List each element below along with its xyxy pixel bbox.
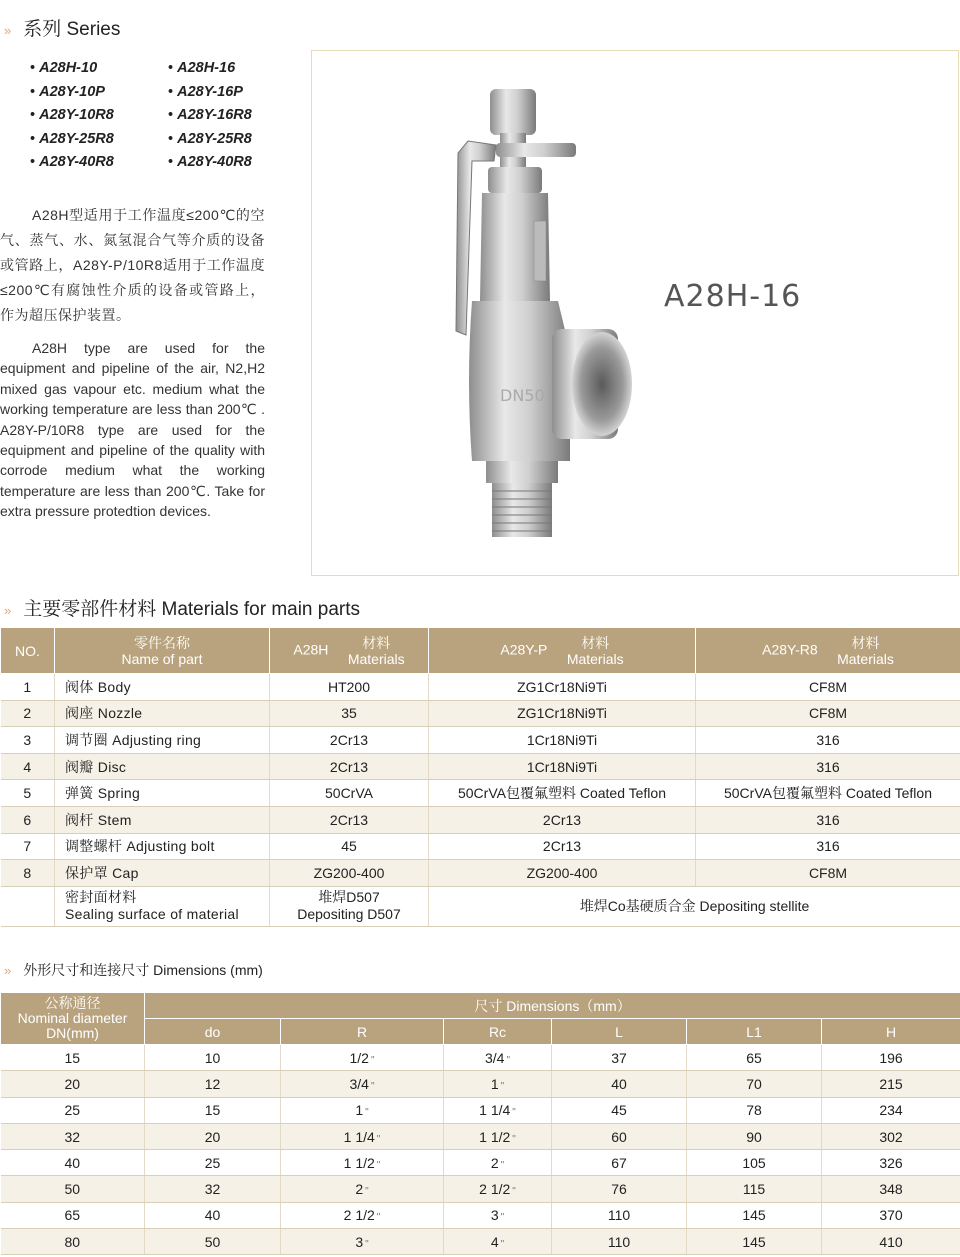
series-title: 系列 Series: [23, 19, 121, 40]
table-row: 5 弹簧 Spring 50CrVA 50CrVA包覆氟塑料 Coated Teflon 50CrVA包覆氟塑料 Coated Teflon: [1, 780, 960, 807]
dimensions-title: 外形尺寸和连接尺寸 Dimensions (mm): [23, 962, 263, 978]
table-row: 20 12 3/4 " 1 " 40 70 215: [1, 1071, 960, 1097]
series-model: • A28H-10: [30, 58, 168, 79]
materials-title: 主要零部件材料 Materials for main parts: [23, 599, 361, 620]
header-a28yr8: A28Y-R8 材料 Materials: [696, 628, 960, 674]
table-row: 8 保护罩 Cap ZG200-400 ZG200-400 CF8M: [1, 860, 960, 887]
model-label: A28H-16: [664, 279, 802, 314]
chevron-icon: »: [4, 963, 10, 978]
dimensions-table: [0, 992, 960, 1255]
header-a28h: A28H 材料 Materials: [270, 628, 429, 674]
table-row: 40 25 1 1/2 " 2 " 67 105 326: [1, 1150, 960, 1176]
header-rc: Rc: [444, 1019, 552, 1045]
table-row: 65 40 2 1/2 " 3 " 110 145 370: [1, 1202, 960, 1228]
dimensions-heading: [0, 960, 263, 980]
series-model: • A28Y-10P: [30, 82, 168, 103]
table-row: 3 调节圈 Adjusting ring 2Cr13 1Cr18Ni9Ti 316: [1, 727, 960, 754]
series-model: • A28H-16: [168, 58, 306, 79]
materials-table: [0, 627, 960, 927]
table-row: 7 调整螺杆 Adjusting bolt 45 2Cr13 316: [1, 833, 960, 860]
header-dn: 公称通径 Nominal diameter DN(mm): [1, 993, 145, 1045]
series-model: • A28Y-40R8: [30, 152, 168, 173]
description-chinese: A28H型适用于工作温度≤200℃的空气、蒸气、水、氮氢混合气等介质的设备或管路上，A28Y-P/10R8适用于工作温度≤200℃有腐蚀性介质的设备或管路上，作为超压保护装置。: [0, 207, 265, 323]
series-model: • A28Y-16P: [168, 82, 306, 103]
header-do: do: [145, 1019, 281, 1045]
table-row: 4 阀瓣 Disc 2Cr13 1Cr18Ni9Ti 316: [1, 753, 960, 780]
chevron-icon: »: [4, 603, 10, 618]
table-row: 80 50 3 " 4 " 110 145 410: [1, 1229, 960, 1255]
table-row: 6 阀杆 Stem 2Cr13 2Cr13 316: [1, 806, 960, 833]
series-model: • A28Y-16R8: [168, 105, 306, 126]
materials-header-row: [1, 628, 960, 674]
table-row: 50 32 2 " 2 1/2 " 76 115 348: [1, 1176, 960, 1202]
header-no: NO.: [1, 628, 55, 674]
series-model: • A28Y-25R8: [30, 129, 168, 150]
header-dimensions-group: 尺寸 Dimensions（mm）: [145, 993, 960, 1019]
table-row: 25 15 1 " 1 1/4 " 45 78 234: [1, 1097, 960, 1123]
product-photo: [311, 50, 959, 576]
materials-heading: [0, 594, 360, 621]
header-r: R: [281, 1019, 444, 1045]
table-row-sealing: 密封面材料 Sealing surface of material 堆焊D507 Depositing D507 堆焊Co基硬质合金 Depositing stellite: [1, 886, 960, 926]
series-model: • A28Y-10R8: [30, 105, 168, 126]
table-row: 2 阀座 Nozzle 35 ZG1Cr18Ni9Ti CF8M: [1, 700, 960, 727]
header-l: L: [552, 1019, 687, 1045]
description-english: A28H type are used for the equipment and pipeline of the air, N2,H2 mixed gas vapour etc. medium what the working temperature are less than 200℃ . A28Y-P/10R8 type are used for the equipment and pipeline of the quality with corrode medium what the working temperature are less than 200℃. Take for extra pressure protedtion devices.: [0, 340, 265, 520]
safety-valve-illustration: [442, 81, 642, 561]
series-model: • A28Y-25R8: [168, 129, 306, 150]
series-heading: [0, 14, 120, 41]
table-row: 1 阀体 Body HT200 ZG1Cr18Ni9Ti CF8M: [1, 674, 960, 701]
table-row: 15 10 1/2 " 3/4 " 37 65 196: [1, 1045, 960, 1071]
header-a28yp: A28Y-P 材料 Materials: [429, 628, 696, 674]
series-model: • A28Y-40R8: [168, 152, 306, 173]
valve-marking: DN50: [500, 386, 545, 405]
header-part: 零件名称 Name of part: [55, 628, 270, 674]
header-l1: L1: [687, 1019, 822, 1045]
table-row: 32 20 1 1/4 " 1 1/2 " 60 90 302: [1, 1123, 960, 1149]
chevron-icon: »: [4, 23, 10, 38]
header-h: H: [822, 1019, 960, 1045]
series-model-list: [30, 58, 306, 173]
